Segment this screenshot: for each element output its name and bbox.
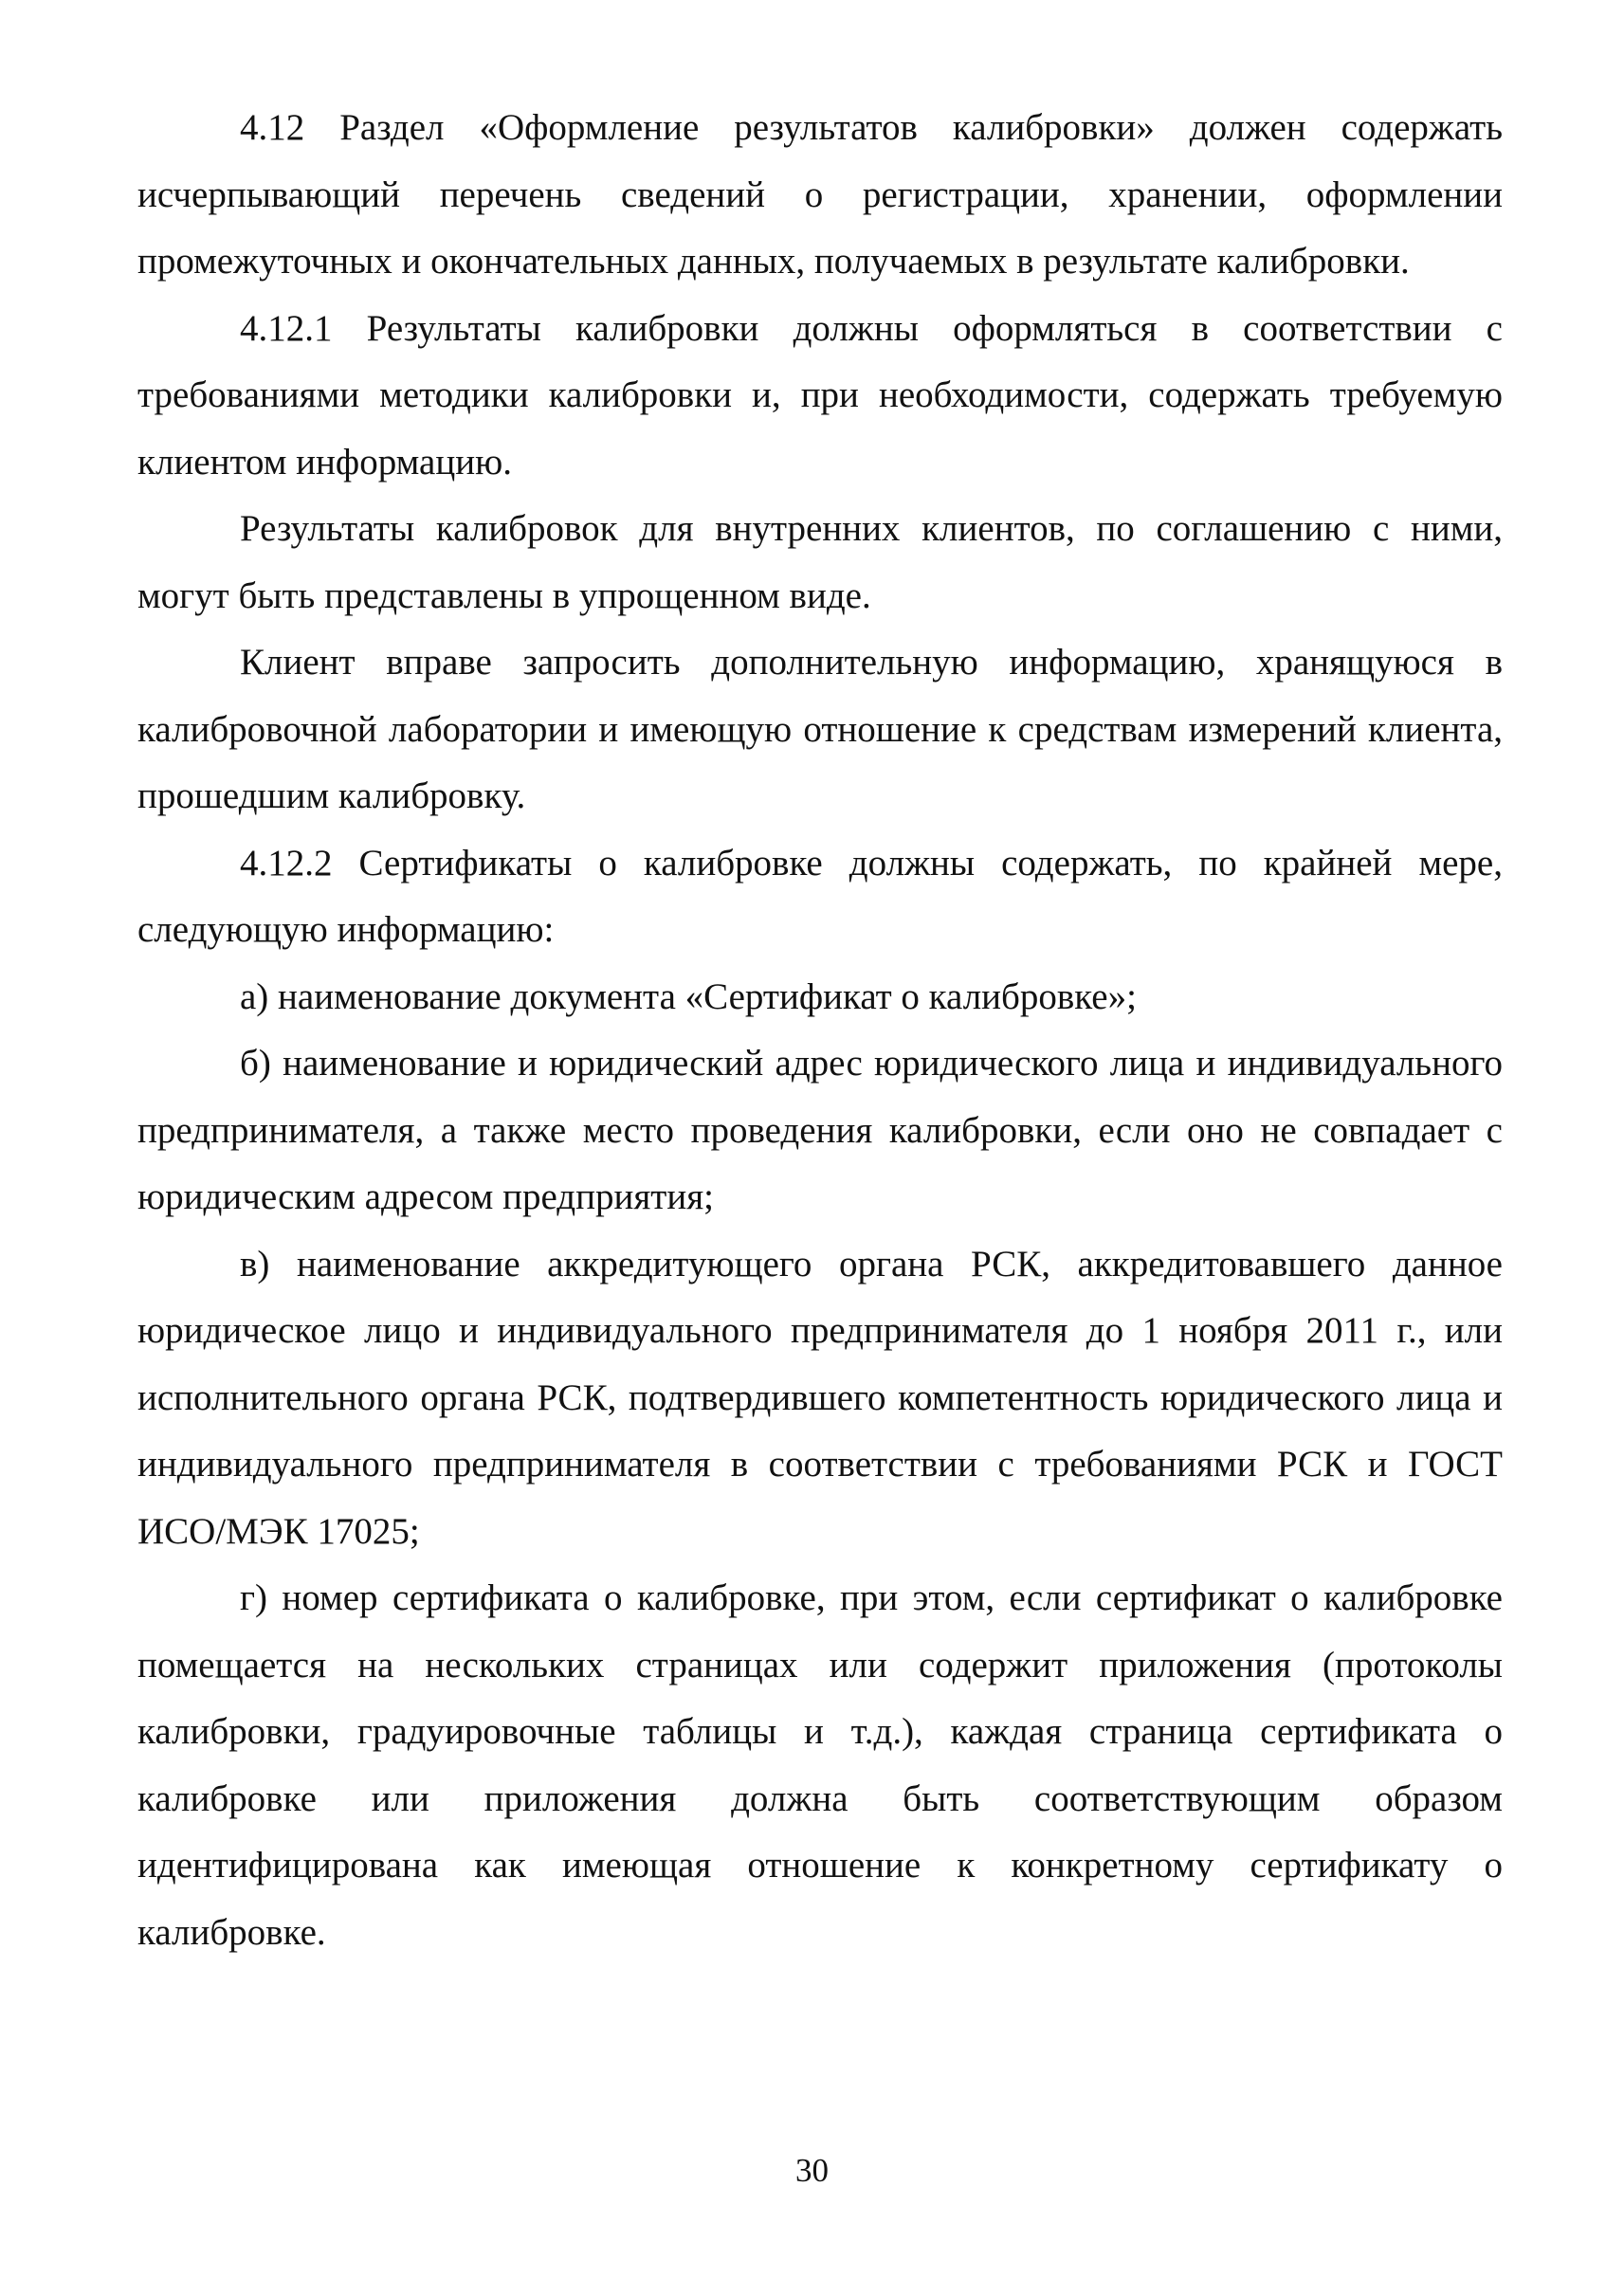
list-item-v: в) наименование аккредитующего органа РСК, аккредитовавшего данное юридическое лицо и индивидуального предпринимателя до 1 ноября 2011 г., или исполнительного органа РСК, подтвердившего компетентность юридического лица и индивидуального предпринимателя в соответствии с требованиями РСК и ГОСТ ИСО/МЭК 17025; (137, 1243, 1503, 1552)
paragraph-4-12-2: 4.12.2 Сертификаты о калибровке должны содержать, по крайней мере, следующую информацию: (137, 842, 1503, 950)
paragraph-4-12: 4.12 Раздел «Оформление результатов калибровки» должен содержать исчерпывающий перечень сведений о регистрации, хранении, оформлении промежуточных и окончательных данных, получаемых в результате калибровки. (137, 107, 1503, 282)
list-item-a: а) наименование документа «Сертификат о калибровке»; (240, 975, 1137, 1017)
list-item-b: б) наименование и юридический адрес юридического лица и индивидуального предпринимателя, а также место проведения калибровки, если оно не совпадает с юридическим адресом предприятия; (137, 1043, 1503, 1217)
document-body (137, 95, 1503, 1966)
page-number: 30 (795, 2152, 829, 2189)
paragraph-4-12-1: 4.12.1 Результаты калибровки должны оформляться в соответствии с требованиями методики калибровки и, при необходимости, содержать требуемую клиентом информацию. (137, 307, 1503, 483)
paragraph-client-request: Клиент вправе запросить дополнительную информацию, хранящуюся в калибровочной лаборатории и имеющую отношение к средствам измерений клиента, прошедшим калибровку. (137, 642, 1503, 816)
list-item-g: г) номер сертификата о калибровке, при этом, если сертификат о калибровке помещается на нескольких страницах или содержит приложения (протоколы калибровки, градуировочные таблицы и т.д.), каждая страница сертификата о калибровке или приложения должна быть соответствующим образом идентифицирована как имеющая отношение к конкретному сертификату о калибровке. (137, 1577, 1503, 1953)
paragraph-internal-clients: Результаты калибровок для внутренних клиентов, по соглашению с ними, могут быть представлены в упрощенном виде. (137, 508, 1503, 616)
